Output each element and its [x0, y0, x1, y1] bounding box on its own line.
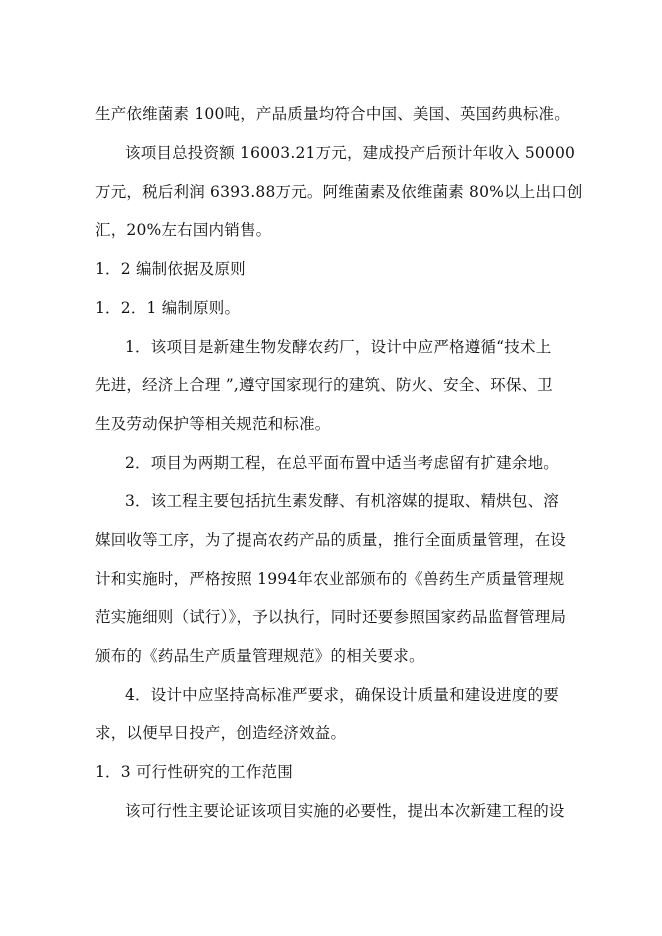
text-line: 万元，税后利润 6393.88万元。阿维菌素及依维菌素 80%以上出口创: [95, 183, 583, 201]
text-line: 求，以便早日投产，创造经济效益。: [95, 724, 347, 742]
paragraph-line: 该可行性主要论证该项目实施的必要性，提出本次新建工程的设: [125, 802, 565, 820]
text-line: 颁布的《药品生产质量管理规范》的相关要求。: [95, 647, 425, 665]
text-line: 先进，经济上合理 ”,遵守国家现行的建筑、防火、安全、环保、卫: [95, 376, 553, 394]
paragraph-line: 2．项目为两期工程，在总平面布置中适当考虑留有扩建余地。: [125, 454, 559, 472]
text-line: 范实施细则（试行）》，予以执行，同时还要参照国家药品监督管理局: [95, 608, 567, 626]
text-line: 汇，20%左右国内销售。: [95, 221, 272, 239]
section-heading: 1．2 编制依据及原则: [95, 260, 246, 278]
paragraph-line: 3．该工程主要包括抗生素发酵、有机溶媒的提取、精烘包、溶: [125, 492, 559, 510]
text-line: 媒回收等工序，为了提高农药产品的质量，推行全面质量管理，在设: [95, 531, 567, 549]
paragraph-line: 4．设计中应坚持高标准严要求，确保设计质量和建设进度的要: [125, 686, 559, 704]
paragraph-line: 该项目总投资额 16003.21万元，建成投产后预计年收入 50000: [125, 144, 576, 162]
text-line: 计和实施时，严格按照 1994年农业部颁布的《兽药生产质量管理规: [95, 570, 565, 588]
text-line: 生及劳动保护等相关规范和标准。: [95, 415, 331, 433]
section-heading: 1．3 可行性研究的工作范围: [95, 763, 293, 781]
paragraph-line: 1．该项目是新建生物发酵农药厂，设计中应严格遵循“技术上: [125, 338, 552, 356]
text-line: 生产依维菌素 100吨，产品质量均符合中国、美国、英国药典标准。: [95, 105, 570, 123]
subsection-heading: 1．2．1 编制原则。: [95, 299, 241, 317]
